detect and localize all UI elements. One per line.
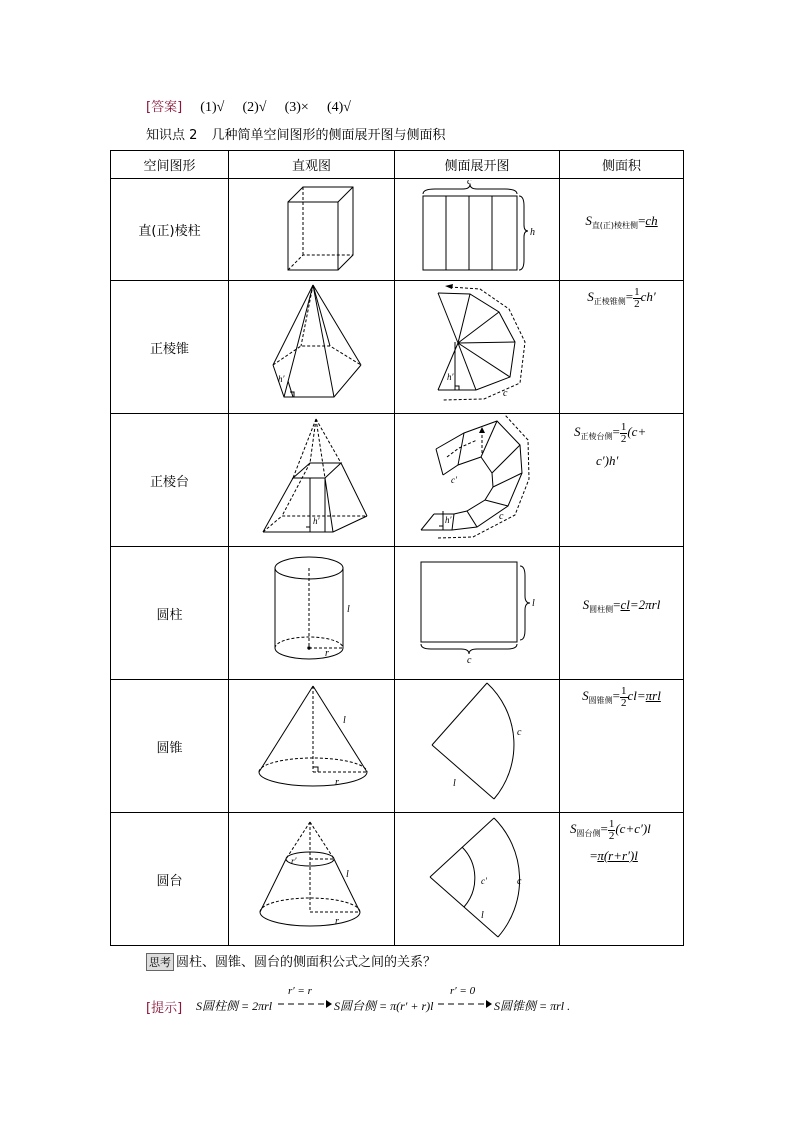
formula-eq: = [638, 213, 646, 228]
formula-eq: = [625, 289, 634, 305]
formula-rhs: πrl [645, 688, 661, 704]
table-row [111, 414, 684, 547]
frustum-cone-view-figure [229, 813, 395, 946]
label-h: h [530, 226, 535, 238]
label-c: c [499, 510, 504, 522]
table-row [111, 813, 684, 946]
formula-rhs: ch′ [640, 289, 656, 305]
frac-num: 1 [621, 685, 627, 697]
cylinder-net-figure [395, 547, 560, 680]
label-c: c [467, 179, 472, 187]
label-l: l [532, 597, 535, 609]
label-c2: c′ [481, 875, 487, 886]
formula-s: S [587, 289, 594, 305]
label-c: c [503, 387, 508, 399]
label-h: h′ [313, 515, 320, 526]
frac-den: 2 [621, 697, 627, 709]
formula-cell [560, 813, 684, 946]
label-h: h′ [447, 371, 454, 382]
formula-sub: 圆锥侧 [588, 696, 613, 706]
col-header-net: 侧面展开图 [395, 151, 560, 179]
formula-sub: 圆台侧 [576, 829, 601, 839]
section-title: 几种简单空间图形的侧面展开图与侧面积 [211, 128, 446, 143]
frac-den: 2 [608, 830, 615, 842]
formula-rhs: (c+ [627, 424, 647, 440]
formula-eq: = [590, 848, 598, 863]
hint-condition-2: r′ = 0 [450, 985, 476, 997]
label-c: c [467, 654, 472, 666]
label-r: r [335, 915, 339, 927]
formula-sub: 正棱锥侧 [593, 297, 626, 307]
table-header-row [111, 151, 684, 179]
section-number: 知识点 2 [146, 128, 198, 143]
answer-tag: [答案] [146, 100, 183, 115]
label-l: l [453, 777, 456, 789]
formula-cell [560, 680, 684, 813]
formula-eq: = [612, 424, 620, 440]
label-r: r [325, 647, 329, 659]
prism-view-figure [229, 179, 395, 281]
formula-rhs-cont: c′)h′ [596, 453, 619, 468]
formula-cell [560, 179, 684, 281]
shape-name: 圆柱 [111, 547, 229, 680]
label-l: l [347, 603, 350, 615]
formula-sub: 圆柱侧 [589, 605, 614, 614]
formula-eq: = [600, 821, 608, 837]
label-c: c [517, 726, 522, 738]
formula-cell [560, 547, 684, 680]
shape-name: 正棱锥 [111, 281, 229, 414]
frustum-pyramid-view-figure [229, 414, 395, 547]
label-r: r [335, 776, 339, 788]
table-row [111, 179, 684, 281]
formula-rhs: (c+c′)l [615, 821, 651, 837]
formula-s: S [585, 213, 592, 228]
pyramid-view-figure [229, 281, 395, 414]
hint-tag: [提示] [146, 1001, 183, 1016]
label-l: l [346, 868, 349, 880]
formula-s: S [574, 424, 581, 440]
cylinder-view-figure [229, 547, 395, 680]
label-h: h′ [278, 373, 285, 384]
frac-num: 1 [634, 286, 640, 298]
col-header-view: 直观图 [229, 151, 395, 179]
hint-condition-1: r′ = r [288, 985, 312, 997]
shape-name: 直(正)棱柱 [111, 179, 229, 281]
formula-mid: cl [620, 597, 630, 612]
formula-sub: 正棱台侧 [580, 432, 613, 442]
formula-s: S [582, 597, 590, 612]
formula-s: S [582, 688, 589, 704]
label-c: c [517, 875, 522, 887]
answer-item: (4)√ [326, 100, 351, 115]
answer-line [146, 96, 351, 116]
formula-eq: = [613, 597, 621, 612]
formula-sub: 直(正)棱柱侧 [591, 221, 639, 230]
answer-item: (3)× [284, 100, 309, 115]
formula-cell [560, 414, 684, 547]
label-r1: r′ [291, 855, 297, 866]
think-tag: 思考 [146, 953, 174, 971]
shape-name: 正棱台 [111, 414, 229, 547]
pyramid-net-figure [395, 281, 560, 414]
label-h: h′ [445, 514, 452, 525]
formula-mid: cl= [627, 688, 646, 704]
cone-net-figure [395, 680, 560, 813]
frac-den: 2 [620, 433, 627, 445]
hint-formula-cone: S圆锥侧 = πrl . [494, 999, 571, 1013]
answer-item: (1)√ [200, 100, 225, 115]
formula-rhs: π(r+r′)l [597, 848, 638, 863]
table-row [111, 547, 684, 680]
label-l: l [481, 909, 484, 921]
section-heading [146, 124, 446, 143]
frac-num: 1 [620, 421, 627, 433]
lateral-area-table [110, 150, 684, 946]
hint-line [146, 985, 746, 1015]
frustum-pyramid-net-figure [395, 414, 560, 547]
arrow-icon [278, 999, 332, 1009]
label-l: l [343, 714, 346, 726]
col-header-shape: 空间图形 [111, 151, 229, 179]
formula-cell [560, 281, 684, 414]
col-header-area: 侧面积 [560, 151, 684, 179]
frac-den: 2 [634, 298, 640, 310]
prism-net-figure [395, 179, 560, 281]
shape-name: 圆台 [111, 813, 229, 946]
frac-num: 1 [608, 818, 615, 830]
formula-rhs: =2πrl [629, 597, 661, 612]
shape-name: 圆锥 [111, 680, 229, 813]
frustum-cone-net-figure [395, 813, 560, 946]
formula-eq: = [612, 688, 620, 704]
label-c2: c′ [451, 474, 457, 485]
cone-view-figure [229, 680, 395, 813]
think-question: 圆柱、圆锥、圆台的侧面积公式之间的关系？ [176, 955, 437, 970]
formula-s: S [570, 821, 577, 837]
answer-item: (2)√ [242, 100, 267, 115]
formula-rhs: ch [645, 213, 658, 228]
table-row [111, 680, 684, 813]
table-row [111, 281, 684, 414]
hint-formula-cylinder: S圆柱侧 = 2πrl [196, 999, 273, 1013]
hint-formula-frustum: S圆台侧 = π(r′ + r)l [334, 999, 434, 1013]
think-line [146, 951, 436, 971]
arrow-icon [438, 999, 492, 1009]
